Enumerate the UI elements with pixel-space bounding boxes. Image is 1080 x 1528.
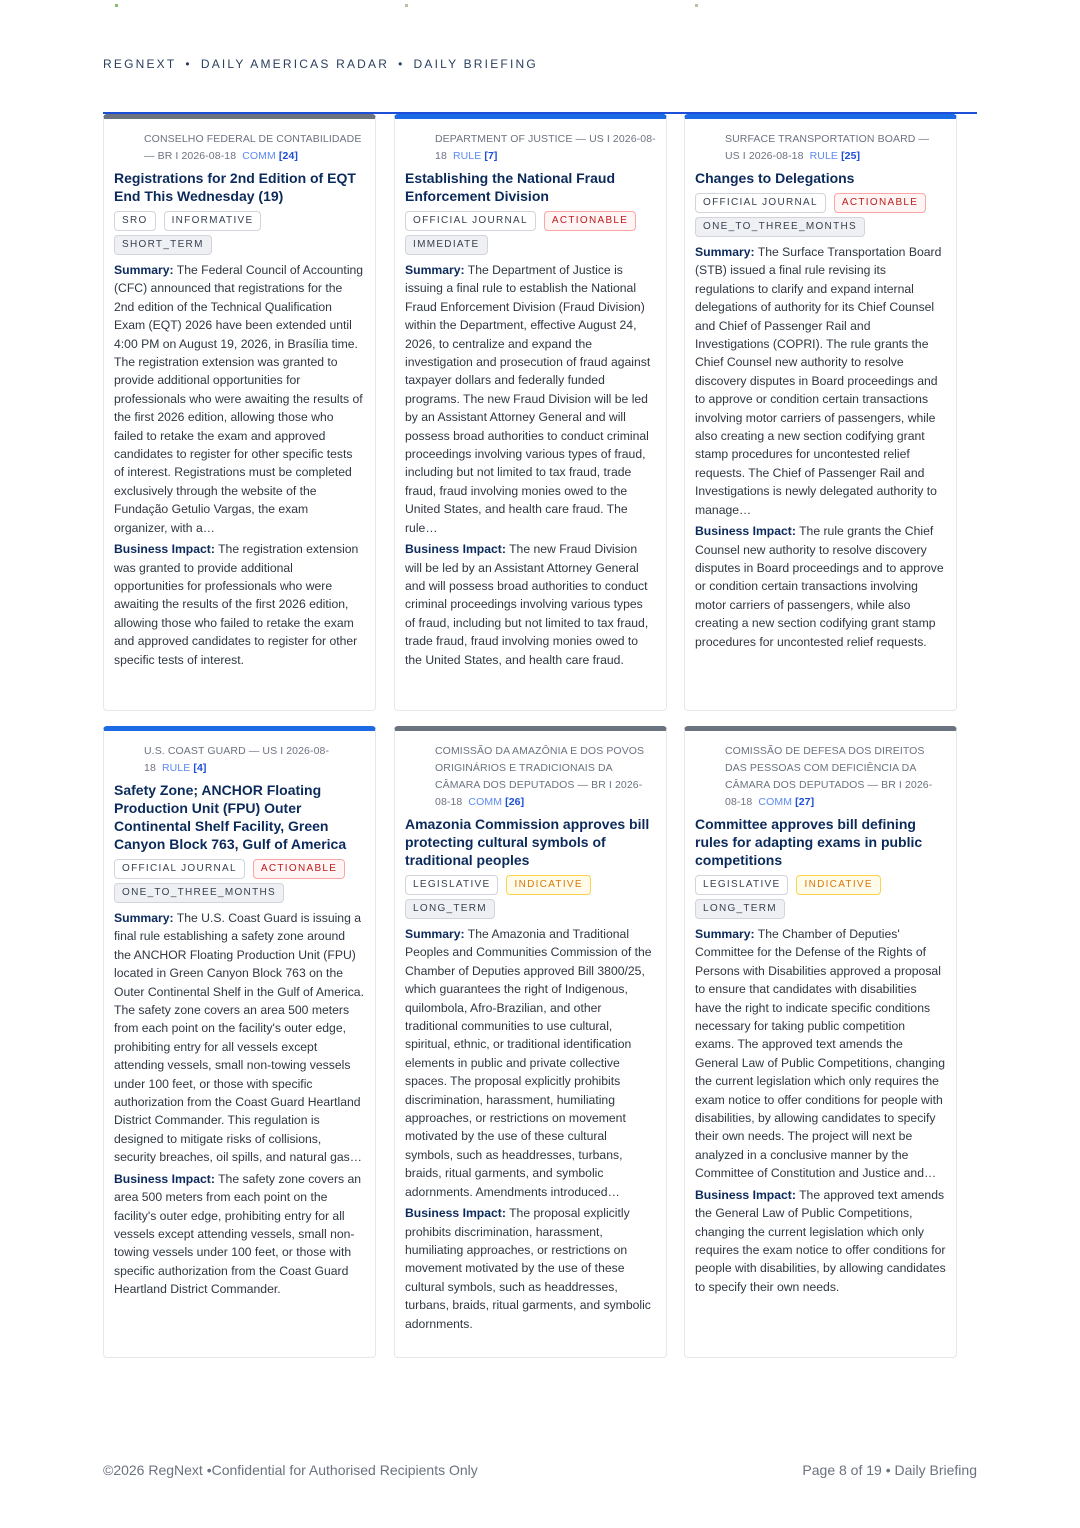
- tag-badge: LONG_TERM: [695, 899, 785, 919]
- briefing-card: [103, 114, 376, 711]
- card-meta: [405, 743, 656, 811]
- summary-label: Summary:: [405, 263, 465, 277]
- tag-badge: IMMEDIATE: [405, 235, 488, 255]
- marker-dot: [695, 4, 698, 7]
- header-product: DAILY AMERICAS RADAR: [200, 57, 390, 71]
- card-title: Registrations for 2nd Edition of EQT End This Wednesday (19): [114, 170, 356, 204]
- summary-text: The U.S. Coast Guard is issuing a final rule establishing a safety zone around the ANCHOR Floating Production Unit (FPU) located in Green Canyon Block 763 on the Outer Continental Shelf in the Gulf of America. The safety zone covers an area 500 meters from each point on the facility's outer edge, prohibiting entry for all vessels except attending vessels, small non-towing vessels under 100 feet, or those with specific authorization from the Coast Guard Heartland District Commander. This regulation is designed to mitigate risks of collisions, security breaches, oil spills, and natural gas…: [114, 911, 364, 1165]
- card-source: COMISSÃO DA AMAZÔNIA E DOS POVOS ORIGINÁRIOS E TRADICIONAIS DA CÂMARA DOS DEPUTADOS — BR I 2026-08-18: [435, 745, 645, 808]
- summary-label: Summary:: [114, 911, 174, 925]
- tag-badge: ONE_TO_THREE_MONTHS: [114, 883, 284, 903]
- tag-badge: ACTIONABLE: [253, 859, 345, 879]
- footer-page-info: [802, 1462, 977, 1478]
- briefing-card: [394, 726, 667, 1358]
- card-summary: [114, 909, 365, 1167]
- card-tags: [695, 875, 946, 919]
- impact-label: Business Impact:: [114, 1171, 215, 1186]
- tag-badge: LEGISLATIVE: [695, 875, 788, 895]
- top-marker-dots: [0, 4, 1080, 8]
- card-source: COMISSÃO DE DEFESA DOS DIREITOS DAS PESSOAS COM DEFICIÊNCIA DA CÂMARA DOS DEPUTADOS — BR I 2026-08-18: [725, 745, 933, 808]
- card-source: DEPARTMENT OF JUSTICE — US I 2026-08-18: [435, 133, 656, 162]
- card-title: Safety Zone; ANCHOR Floating Production Unit (FPU) Outer Continental Shelf Facility, Green Canyon Block 763, Gulf of America: [114, 782, 347, 852]
- tag-badge: SRO: [114, 211, 156, 231]
- card-meta: [405, 131, 656, 165]
- card-source: SURFACE TRANSPORTATION BOARD — US I 2026-08-18: [725, 133, 930, 162]
- summary-text: The Surface Transportation Board (STB) issued a final rule revising its regulations to clarify and expand internal delegations of authority for its Chief Counsel and Chief of Passenger Rail and Investigations (COPRI). The rule grants the Chief Counsel new authority to resolve discovery disputes in Board proceedings and to approve or condition certain transactions involving motor carriers of passengers, while also creating a new section codifying grant stamp procedures for uncontested relief requests. The Chief of Passenger Rail and Investigations is newly delegated authority to manage…: [695, 245, 942, 517]
- footer-page-number: Page 8 of 19: [802, 1462, 882, 1478]
- tag-badge: OFFICIAL JOURNAL: [114, 859, 245, 879]
- card-summary: [405, 261, 656, 537]
- card-tags: [695, 193, 946, 237]
- card-type: COMM: [242, 150, 276, 162]
- card-ref-link[interactable]: [27]: [795, 796, 815, 808]
- card-ref-link[interactable]: [25]: [841, 150, 861, 162]
- tag-badge: ONE_TO_THREE_MONTHS: [695, 217, 865, 237]
- card-impact: [114, 540, 365, 669]
- card-summary: [695, 925, 946, 1183]
- marker-dot: [115, 4, 118, 7]
- card-impact: [695, 1186, 946, 1296]
- header-separator: •: [398, 57, 405, 71]
- card-ref-link[interactable]: [26]: [505, 796, 525, 808]
- tag-badge: ACTIONABLE: [834, 193, 926, 213]
- card-impact: [405, 540, 656, 669]
- briefing-card: [684, 114, 957, 711]
- summary-text: The Amazonia and Traditional Peoples and Communities Commission of the Chamber of Deputies approved Bill 3800/25, which guarantees the right of Indigenous, quilombola, Afro-Brazilian, and other traditional communities to use cultural, spiritual, ethnic, or traditional identification elements in public and private collective spaces. The proposal explicitly prohibits discrimination, harassment, humiliating approaches, or restrictions on movement motivated by the use of these cultural symbols, such as headdresses, turbans, braids, ritual garments, and symbolic adornments. Amendments introduced…: [405, 927, 652, 1199]
- summary-label: Summary:: [405, 927, 465, 941]
- impact-text: The safety zone covers an area 500 meters from each point on the facility's outer edge, prohibiting entry for all vessels except attending vessels, small non-towing vessels under 100 feet, or those with specific authorization from the Coast Guard Heartland District Commander.: [114, 1171, 362, 1297]
- card-impact: [114, 1170, 365, 1299]
- card-summary: [405, 925, 656, 1201]
- card-type: COMM: [758, 796, 793, 808]
- card-summary: [114, 261, 365, 537]
- card-title: Changes to Delegations: [695, 170, 855, 186]
- card-source: U.S. COAST GUARD — US I 2026-08-18: [144, 745, 330, 774]
- impact-label: Business Impact:: [695, 524, 796, 539]
- tag-badge: LONG_TERM: [405, 899, 495, 919]
- header-brand: REGNEXT: [103, 57, 177, 71]
- summary-text: The Chamber of Deputies' Committee for the Defense of the Rights of Persons with Disabilities approved a proposal to ensure that candidates with disabilities have the right to indicate specific conditions necessary for taking public competition exams. The approved text amends the General Law of Public Competitions, changing the current legislation which only requires the exam notice to offer conditions for people with disabilities, by allowing candidates to specify their own needs. The project will next be analyzed in a conclusive manner by the Committee of Constitution and Justice and…: [695, 927, 945, 1181]
- card-ref-link[interactable]: [7]: [484, 150, 498, 162]
- tag-badge: ACTIONABLE: [544, 211, 636, 231]
- card-tags: [405, 875, 656, 919]
- briefing-card: [684, 726, 957, 1358]
- card-impact: [695, 522, 946, 651]
- impact-label: Business Impact:: [405, 1206, 506, 1221]
- summary-label: Summary:: [695, 927, 755, 941]
- impact-text: The rule grants the Chief Counsel new authority to resolve discovery disputes in Board proceedings and to approve or condition certain transactions involving motor carriers of passengers, while also creating a new section codifying grant stamp procedures for uncontested relief requests.: [695, 524, 944, 649]
- tag-badge: LEGISLATIVE: [405, 875, 498, 895]
- card-type: COMM: [468, 796, 503, 808]
- card-tags: [405, 211, 656, 255]
- card-source: CONSELHO FEDERAL DE CONTABILIDADE — BR I 2026-08-18: [144, 133, 362, 162]
- card-summary: [695, 243, 946, 519]
- impact-label: Business Impact:: [405, 542, 506, 557]
- footer-doc-label: Daily Briefing: [894, 1462, 977, 1478]
- tag-badge: INDICATIVE: [506, 875, 590, 895]
- footer-copyright: ©2026 RegNext •Confidential for Authorised Recipients Only: [103, 1462, 478, 1478]
- summary-label: Summary:: [114, 263, 174, 277]
- briefing-card: [103, 726, 376, 1358]
- card-ref-link[interactable]: [4]: [193, 762, 207, 774]
- tag-badge: OFFICIAL JOURNAL: [695, 193, 826, 213]
- impact-text: The proposal explicitly prohibits discrimination, harassment, humiliating approaches, or restrictions on movement motivated by the use of these cultural symbols, such as headdresses, turbans, braids, ritual garments, and symbolic adornments.: [405, 1206, 651, 1331]
- card-meta: [114, 743, 365, 777]
- impact-text: The registration extension was granted to provide additional opportunities for professionals who were awaiting the results of the first 2026 edition, allowing those who failed to retake the exam and approved candidates to register for other specific tests of interest.: [114, 542, 359, 667]
- card-title: Establishing the National Fraud Enforcement Division: [405, 170, 616, 204]
- card-tags: [114, 211, 365, 255]
- header-section: DAILY BRIEFING: [413, 57, 538, 71]
- card-meta: [114, 131, 365, 165]
- card-impact: [405, 1204, 656, 1333]
- card-type: RULE: [452, 150, 482, 162]
- summary-label: Summary:: [695, 245, 755, 259]
- briefing-card: [394, 114, 667, 711]
- card-tags: [114, 859, 365, 903]
- card-type: RULE: [161, 762, 191, 774]
- card-meta: [695, 131, 946, 165]
- header-separator: •: [185, 57, 192, 71]
- tag-badge: SHORT_TERM: [114, 235, 212, 255]
- impact-label: Business Impact:: [114, 542, 215, 557]
- impact-text: The new Fraud Division will be led by an Assistant Attorney General and will possess broad authorities to conduct criminal proceedings involving various types of fraud, including but not limited to tax fraud, trade fraud, fraud involving monies owed to the United States, and health care fraud.: [405, 542, 649, 667]
- page-header: [103, 57, 538, 71]
- card-ref-link[interactable]: [24]: [278, 150, 298, 162]
- impact-text: The approved text amends the General Law of Public Competitions, changing the current legislation which only requires the exam notice to offer conditions for people with disabilities, by allowing candidates to specify their own needs.: [695, 1187, 946, 1294]
- card-title: Amazonia Commission approves bill protecting cultural symbols of traditional peoples: [405, 816, 650, 868]
- tag-badge: OFFICIAL JOURNAL: [405, 211, 536, 231]
- summary-text: The Department of Justice is issuing a final rule to establish the National Fraud Enforcement Division (Fraud Division) within the Department, effective August 24, 2026, to centralize and expand the investigation and prosecution of fraud against taxpayer dollars and federally funded programs. The new Fraud Division will be led by an Assistant Attorney General and will possess broad authorities to conduct criminal proceedings involving various types of fraud, including but not limited to tax fraud, trade fraud, fraud involving monies owed to the United States, and health care fraud. The rule…: [405, 263, 651, 535]
- card-type: RULE: [809, 150, 839, 162]
- marker-dot: [405, 4, 408, 7]
- card-meta: [695, 743, 946, 811]
- card-title: Committee approves bill defining rules for adapting exams in public competitions: [695, 816, 923, 868]
- summary-text: The Federal Council of Accounting (CFC) announced that registrations for the 2nd edition of the Technical Qualification Exam (EQT) 2026 have been extended until 4:00 PM on August 19, 2026, in Brasília time. The registration extension was granted to provide additional opportunities for professionals who were awaiting the results of the first 2026 edition, allowing those who failed to retake the exam and approved candidates to register for other specific tests of interest. Registrations must be completed exclusively through the website of the Fundação Getulio Vargas, the exam organizer, with a…: [114, 263, 364, 535]
- tag-badge: INDICATIVE: [796, 875, 880, 895]
- tag-badge: INFORMATIVE: [164, 211, 262, 231]
- footer-separator: •: [885, 1462, 891, 1478]
- impact-label: Business Impact:: [695, 1187, 796, 1202]
